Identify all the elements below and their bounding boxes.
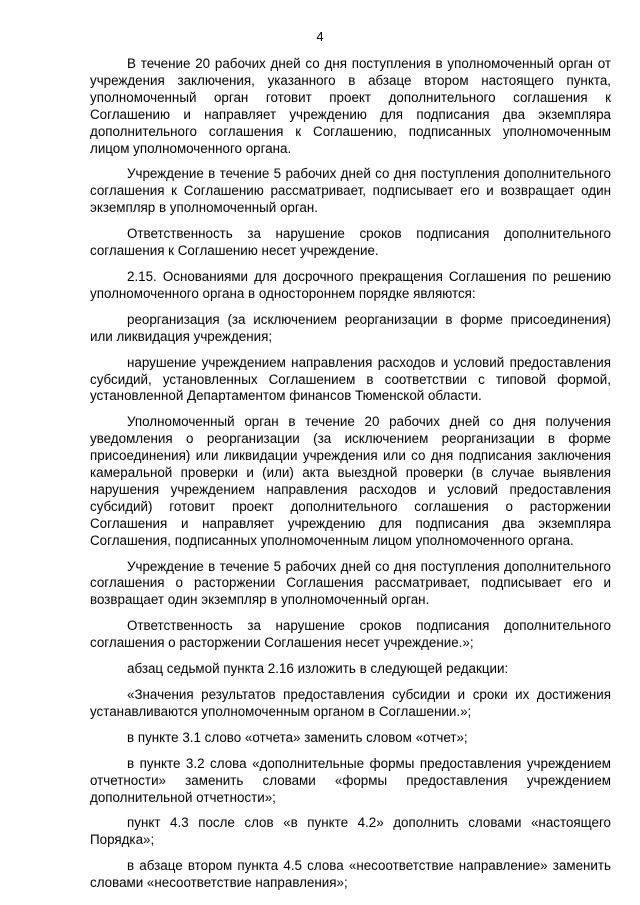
paragraph: пункт 4.3 после слов «в пункте 4.2» дополнить словами «настоящего Порядка»; bbox=[90, 815, 611, 848]
paragraph: 2.15. Основаниями для досрочного прекращения Соглашения по решению уполномоченного органа в одностороннем порядке являются: bbox=[90, 268, 611, 301]
paragraph: Учреждение в течение 5 рабочих дней со дня поступления дополнительного соглашения к Соглашению рассматривает, подписывает его и возвращает один экземпляр в уполномоченный орган. bbox=[90, 166, 611, 216]
paragraph: абзац седьмой пункта 2.16 изложить в следующей редакции: bbox=[127, 661, 509, 677]
paragraph: Ответственность за нарушение сроков подписания дополнительного соглашения о расторжении Соглашения несет учреждение.»; bbox=[90, 618, 611, 651]
paragraph: В течение 20 рабочих дней со дня поступления в уполномоченный орган от учреждения заключения, указанного в абзаце втором настоящего пункта, уполномоченный орган готовит проект дополнительного соглашения к Соглашению и направляет учреждению для подписания два экземпляра дополнительного соглашения к Соглашению, подписанных уполномоченным лицом уполномоченного органа. bbox=[90, 56, 611, 156]
paragraph: в пункте 3.1 слово «отчета» заменить словом «отчет»; bbox=[127, 729, 468, 745]
paragraph: реорганизация (за исключением реорганизации в форме присоединения) или ликвидация учреждения; bbox=[90, 311, 611, 344]
document-body bbox=[90, 56, 611, 901]
page-number: 4 bbox=[316, 29, 324, 44]
paragraph: нарушение учреждением направления расходов и условий предоставления субсидий, установленных Соглашением в соответствии с типовой формой, установленной Департаментом финансов Тюменской области. bbox=[90, 354, 611, 404]
paragraph: Учреждение в течение 5 рабочих дней со дня поступления дополнительного соглашения о расторжении Соглашения рассматривает, подписывает его и возвращает один экземпляр в уполномоченный орган. bbox=[90, 558, 611, 608]
paragraph: «Значения результатов предоставления субсидии и сроки их достижения устанавливаются уполномоченным органом в Соглашении.»; bbox=[90, 687, 611, 719]
paragraph: в пункте 3.2 слова «дополнительные формы предоставления учреждением отчетности» заменить словами «формы предоставления учреждением дополнительной отчетности»; bbox=[90, 755, 611, 805]
paragraph: Ответственность за нарушение сроков подписания дополнительного соглашения к Соглашению несет учреждение. bbox=[90, 226, 611, 259]
paragraph: в абзаце втором пункта 4.5 слова «несоответствие направление» заменить словами «несоответствие направления»; bbox=[90, 858, 611, 891]
paragraph: Уполномоченный орган в течение 20 рабочих дней со дня получения уведомления о реорганизации (за исключением реорганизации в форме присоединения) или ликвидации учреждения или со дня подписания заключения камеральной проверки и (или) акта выездной проверки (в случае выявления нарушения учреждением направления расходов и условий предоставления субсидий) готовит проект дополнительного соглашения о расторжении Соглашения и направляет учреждению для подписания два экземпляра Соглашения, подписанных уполномоченным лицом уполномоченного органа. bbox=[90, 414, 611, 548]
